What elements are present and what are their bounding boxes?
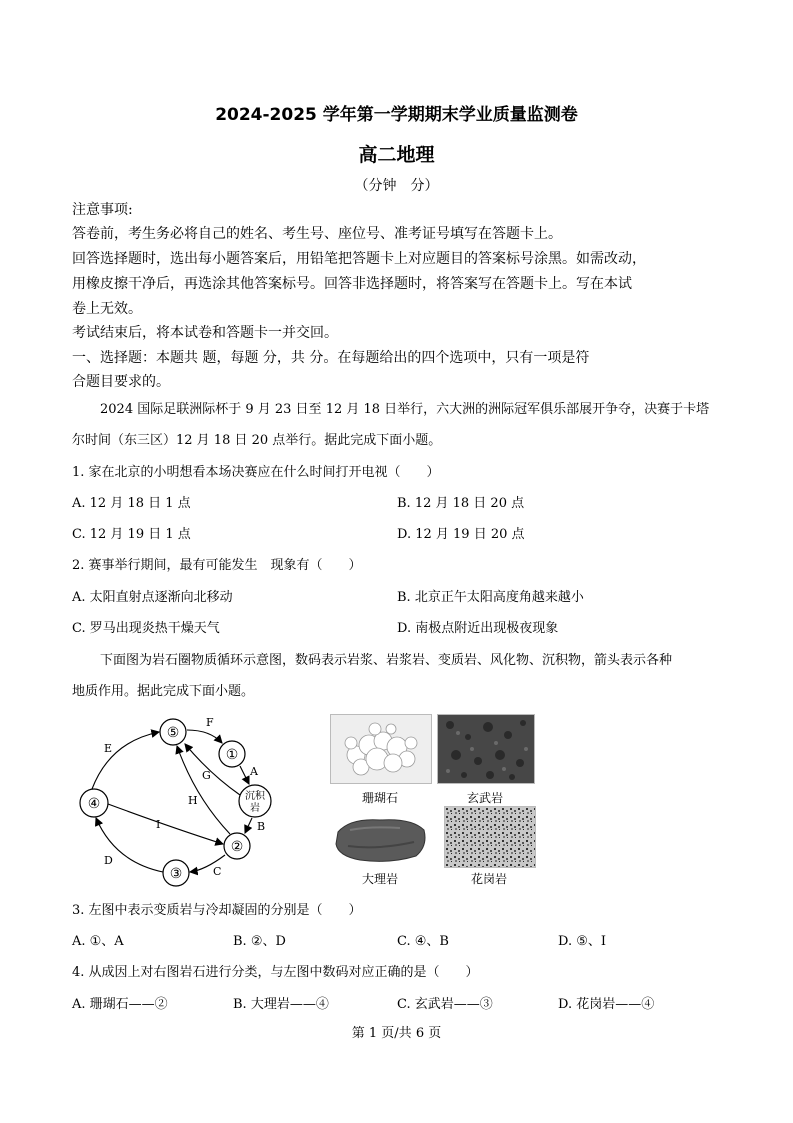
arrow-I bbox=[108, 804, 223, 844]
notice-line: 答卷前，考生务必将自己的姓名、考生号、座位号、准考证号填写在答题卡上。 bbox=[72, 226, 562, 242]
option-a[interactable]: A. ①、A bbox=[72, 934, 124, 949]
node-5-label: ⑤ bbox=[166, 725, 180, 741]
granite-photo bbox=[444, 806, 536, 868]
arrow-B bbox=[245, 818, 252, 833]
coral-caption: 珊瑚石 bbox=[361, 791, 398, 805]
marble-caption: 大理岩 bbox=[361, 872, 398, 886]
section-heading: 一、选择题：本题共 题，每题 分，共 分。在每题给出的四个选项中，只有一项是符 bbox=[72, 350, 590, 366]
notice-line: 卷上无效。 bbox=[72, 301, 142, 317]
notice-line: 回答选择题时，选出每小题答案后，用铅笔把答题卡上对应题目的答案标号涂黑。如需改动， bbox=[72, 251, 646, 267]
coral-icon bbox=[331, 715, 431, 783]
arrow-E bbox=[92, 732, 159, 789]
coral-photo bbox=[330, 714, 432, 784]
node-sed-label-1: 沉积 bbox=[245, 791, 265, 802]
option-c[interactable]: C. 玄武岩——③ bbox=[397, 997, 493, 1012]
option-d[interactable]: D. 12 月 19 日 20 点 bbox=[397, 527, 525, 542]
arrow-F bbox=[187, 730, 222, 743]
label-E: E bbox=[104, 742, 113, 755]
passage-text: 尔时间（东三区）12 月 18 日 20 点举行。据此完成下面小题。 bbox=[72, 433, 442, 448]
option-b[interactable]: B. 大理岩——④ bbox=[233, 997, 329, 1012]
option-a[interactable]: A. 太阳直射点逐渐向北移动 bbox=[72, 590, 233, 605]
label-D: D bbox=[104, 854, 113, 867]
option-b[interactable]: B. 北京正午太阳高度角越来越小 bbox=[397, 590, 584, 605]
node-1-label: ① bbox=[225, 747, 239, 763]
notice-heading: 注意事项: bbox=[72, 202, 133, 218]
option-c[interactable]: C. ④、B bbox=[397, 934, 449, 949]
page-number: 第 1 页/共 6 页 bbox=[351, 1026, 442, 1041]
option-d[interactable]: D. 南极点附近出现极夜现象 bbox=[397, 621, 559, 636]
question-stem: 2. 赛事举行期间，最有可能发生 现象有（ ） bbox=[72, 558, 362, 573]
granite-caption: 花岗岩 bbox=[470, 872, 507, 886]
option-a[interactable]: A. 珊瑚石——② bbox=[72, 997, 168, 1012]
option-b[interactable]: B. ②、D bbox=[233, 934, 286, 949]
arrow-A bbox=[240, 766, 249, 784]
notice-line: 用橡皮擦干净后，再选涂其他答案标号。回答非选择题时，将答案写在答题卡上。写在本试 bbox=[72, 276, 632, 292]
section-heading: 合题目要求的。 bbox=[72, 374, 170, 390]
option-c[interactable]: C. 罗马出现炎热干燥天气 bbox=[72, 621, 220, 636]
label-B: B bbox=[257, 820, 266, 833]
option-d[interactable]: D. 花岗岩——④ bbox=[558, 997, 655, 1012]
option-d[interactable]: D. ⑤、I bbox=[558, 934, 607, 949]
label-H: H bbox=[188, 794, 198, 807]
basalt-caption: 玄武岩 bbox=[466, 791, 503, 805]
subject-title: 高二地理 bbox=[358, 144, 435, 166]
passage-text: 2024 国际足联洲际杯于 9 月 23 日至 12 月 18 日举行，六大洲的洲际冠军俱乐部展开争夺，决赛于卡塔 bbox=[100, 402, 710, 417]
label-C: C bbox=[213, 865, 222, 878]
label-F: F bbox=[206, 716, 214, 729]
node-2-label: ② bbox=[230, 839, 244, 855]
passage-text: 地质作用。据此完成下面小题。 bbox=[72, 684, 255, 699]
basalt-icon bbox=[438, 715, 534, 783]
granite-icon bbox=[445, 807, 535, 867]
label-A: A bbox=[250, 765, 258, 778]
label-G: G bbox=[202, 769, 211, 782]
node-sed-label-2: 岩 bbox=[250, 803, 260, 814]
rock-cycle-diagram bbox=[70, 712, 295, 892]
option-a[interactable]: A. 12 月 18 日 1 点 bbox=[72, 496, 191, 511]
node-4-label: ④ bbox=[87, 796, 101, 812]
question-stem: 1. 家在北京的小明想看本场决赛应在什么时间打开电视（ ） bbox=[72, 465, 440, 480]
time-score: （分钟 分） bbox=[354, 178, 439, 194]
question-stem: 4. 从成因上对右图岩石进行分类，与左图中数码对应正确的是（ ） bbox=[72, 965, 479, 980]
marble-photo bbox=[330, 812, 430, 866]
option-c[interactable]: C. 12 月 19 日 1 点 bbox=[72, 527, 191, 542]
exam-title: 2024-2025 学年第一学期期末学业质量监测卷 bbox=[215, 105, 578, 125]
node-3-label: ③ bbox=[169, 866, 183, 882]
basalt-photo bbox=[437, 714, 535, 784]
option-b[interactable]: B. 12 月 18 日 20 点 bbox=[397, 496, 525, 511]
label-I: I bbox=[156, 818, 161, 831]
notice-line: 考试结束后，将本试卷和答题卡一并交回。 bbox=[72, 325, 338, 341]
passage-text: 下面图为岩石圈物质循环示意图，数码表示岩浆、岩浆岩、变质岩、风化物、沉积物，箭头表示各种 bbox=[100, 653, 673, 668]
question-stem: 3. 左图中表示变质岩与冷却凝固的分别是（ ） bbox=[72, 903, 362, 918]
marble-icon bbox=[330, 812, 430, 866]
